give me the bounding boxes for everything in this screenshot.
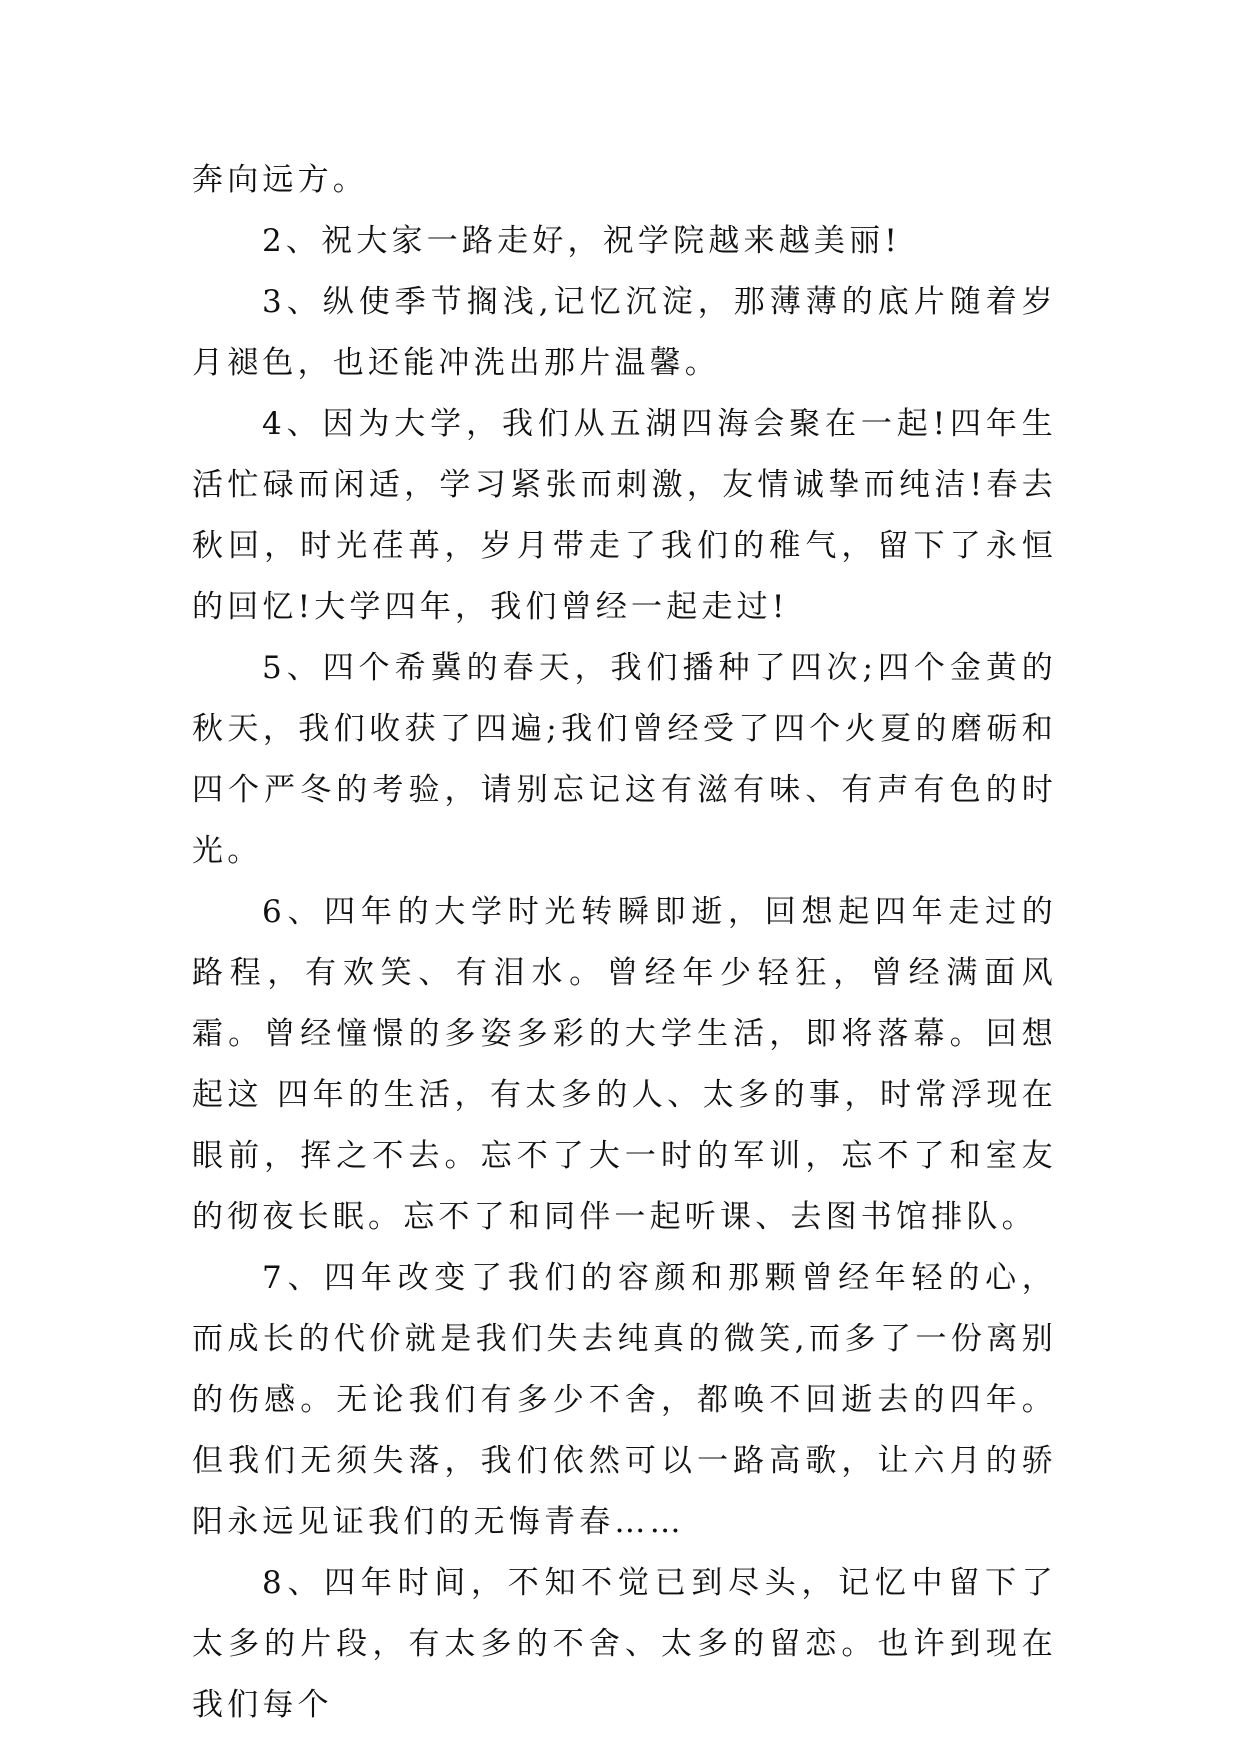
- paragraph-continuation: 奔向远方。: [192, 162, 368, 198]
- paragraph-2: 2、祝大家一路走好，祝学院越来越美丽!: [262, 223, 901, 259]
- paragraph-6: 6、四年的大学时光转瞬即逝，回想起四年走过的路程，有欢笑、有泪水。曾经年少轻狂，曾经满面风霜。曾经憧憬的多姿多彩的大学生活，即将落幕。回想起这 四年的生活，有太多的人、太多的事，时常浮现在眼前，挥之不去。忘不了大一时的军训，忘不了和室友的彻夜长眠。忘不了和同伴一起听课、去图书馆排队。: [192, 894, 1057, 1235]
- paragraph-8: 8、四年时间，不知不觉已到尽头，记忆中留下了太多的片段，有太多的不舍、太多的留恋。也许到现在我们每个: [192, 1565, 1057, 1723]
- paragraph-5: 5、四个希冀的春天，我们播种了四次;四个金黄的秋天，我们收获了四遍;我们曾经受了四个火夏的磨砺和四个严冬的考验，请别忘记这有滋有味、有声有色的时光。: [192, 650, 1057, 869]
- document-body: [192, 150, 1057, 1736]
- paragraph-7: 7、四年改变了我们的容颜和那颗曾经年轻的心，而成长的代价就是我们失去纯真的微笑,而多了一份离别的伤感。无论我们有多少不舍，都唤不回逝去的四年。但我们无须失落，我们依然可以一路高歌，让六月的骄阳永远见证我们的无悔青春……: [192, 1260, 1057, 1540]
- paragraph-3: 3、纵使季节搁浅,记忆沉淀，那薄薄的底片随着岁月褪色，也还能冲洗出那片温馨。: [192, 284, 1057, 381]
- paragraph-4: 4、因为大学，我们从五湖四海会聚在一起!四年生活忙碌而闲适，学习紧张而刺激，友情诚挚而纯洁!春去秋回，时光荏苒，岁月带走了我们的稚气，留下了永恒的回忆!大学四年，我们曾经一起走过!: [192, 406, 1057, 625]
